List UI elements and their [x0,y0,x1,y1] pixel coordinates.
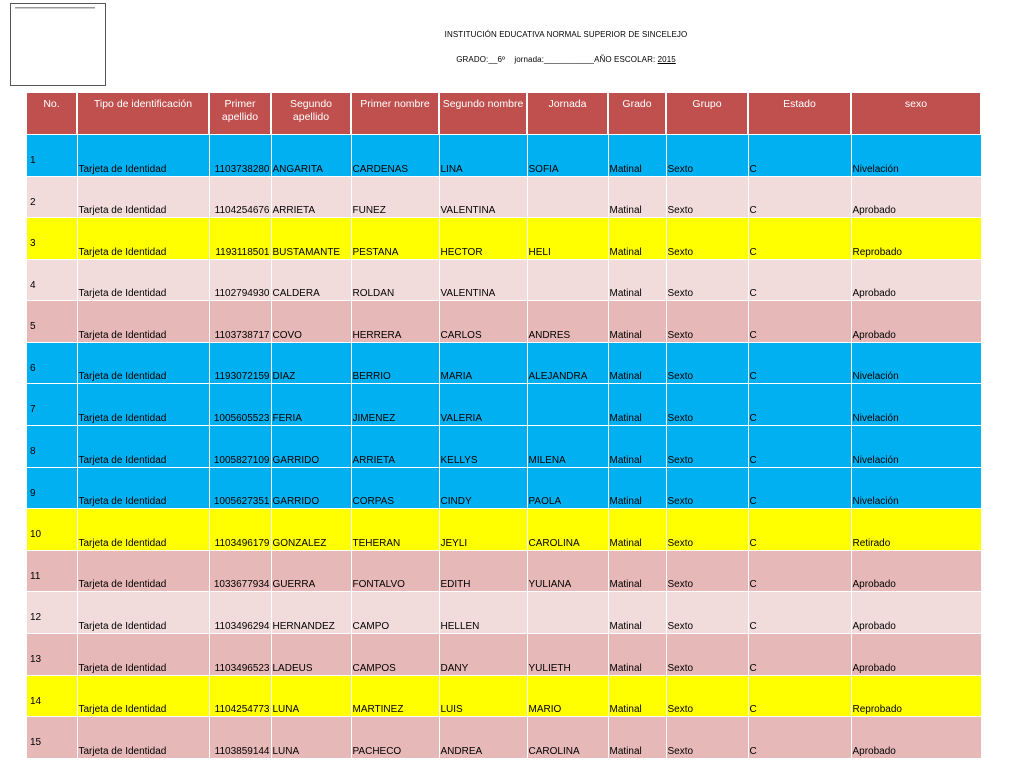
cell-grado: Sexto [666,384,748,426]
cell-estado: Nivelación [851,426,981,468]
cell-id: 1005627351 [209,467,271,509]
cell-estado: Retirado [851,509,981,551]
cell-segundo-nombre: ANDRES [527,301,608,343]
cell-jornada: Matinal [608,134,666,176]
cell-segundo-apellido: PESTANA [351,218,439,260]
cell-primer-nombre: VALERIA [439,384,527,426]
cell-estado: Reprobado [851,675,981,717]
cell-jornada: Matinal [608,384,666,426]
cell-segundo-apellido: PACHECO [351,717,439,759]
cell-no: 11 [27,550,77,592]
cell-primer-apellido: LUNA [271,675,351,717]
cell-segundo-apellido: ARRIETA [351,426,439,468]
cell-grupo: C [748,717,851,759]
cell-estado: Nivelación [851,384,981,426]
cell-primer-apellido: GARRIDO [271,467,351,509]
col-header-tipo: Tipo de identificación [77,93,209,134]
cell-no: 5 [27,301,77,343]
cell-no: 7 [27,384,77,426]
cell-primer-nombre: JEYLI [439,509,527,551]
cell-segundo-nombre: PAOLA [527,467,608,509]
table-row [27,675,981,717]
cell-jornada: Matinal [608,259,666,301]
cell-tipo: Tarjeta de Identidad [77,176,209,218]
cell-tipo: Tarjeta de Identidad [77,259,209,301]
cell-grado: Sexto [666,509,748,551]
cell-grupo: C [748,467,851,509]
cell-tipo: Tarjeta de Identidad [77,218,209,260]
cell-no: 2 [27,176,77,218]
cell-tipo: Tarjeta de Identidad [77,550,209,592]
cell-jornada: Matinal [608,509,666,551]
cell-estado: Aprobado [851,259,981,301]
cell-primer-nombre: HECTOR [439,218,527,260]
cell-segundo-nombre [527,592,608,634]
cell-tipo: Tarjeta de Identidad [77,301,209,343]
cell-id: 1102794930 [209,259,271,301]
cell-estado: Aprobado [851,176,981,218]
cell-segundo-nombre: CAROLINA [527,717,608,759]
cell-id: 1103859144 [209,717,271,759]
cell-primer-apellido: ANGARITA [271,134,351,176]
cell-primer-nombre: CINDY [439,467,527,509]
cell-jornada: Matinal [608,675,666,717]
table-row [27,467,981,509]
cell-grado: Sexto [666,342,748,384]
table-header-row [27,93,981,134]
cell-primer-apellido: LADEUS [271,634,351,676]
cell-id: 1103496179 [209,509,271,551]
table-row [27,550,981,592]
cell-segundo-nombre [527,259,608,301]
cell-jornada: Matinal [608,592,666,634]
cell-segundo-nombre: MARIO [527,675,608,717]
cell-grupo: C [748,675,851,717]
cell-grupo: C [748,218,851,260]
col-header-primer-apellido: Primer apellido [209,93,271,134]
cell-primer-nombre: KELLYS [439,426,527,468]
cell-primer-nombre: LINA [439,134,527,176]
table-row [27,509,981,551]
cell-no: 4 [27,259,77,301]
cell-tipo: Tarjeta de Identidad [77,592,209,634]
table-row [27,592,981,634]
cell-primer-apellido: GONZALEZ [271,509,351,551]
table-row [27,218,981,260]
cell-segundo-apellido: JIMENEZ [351,384,439,426]
cell-estado: Aprobado [851,634,981,676]
cell-estado: Aprobado [851,301,981,343]
cell-primer-nombre: MARIA [439,342,527,384]
cell-primer-apellido: CALDERA [271,259,351,301]
cell-estado: Aprobado [851,592,981,634]
cell-grupo: C [748,384,851,426]
cell-jornada: Matinal [608,550,666,592]
table-row [27,426,981,468]
cell-grupo: C [748,550,851,592]
cell-grado: Sexto [666,634,748,676]
logo-placeholder [10,3,106,86]
cell-primer-nombre: ANDREA [439,717,527,759]
cell-primer-nombre: CARLOS [439,301,527,343]
cell-jornada: Matinal [608,467,666,509]
cell-primer-apellido: GARRIDO [271,426,351,468]
cell-grado: Sexto [666,550,748,592]
cell-grado: Sexto [666,176,748,218]
cell-no: 9 [27,467,77,509]
cell-no: 8 [27,426,77,468]
cell-id: 1103496294 [209,592,271,634]
students-table [27,93,982,758]
cell-primer-nombre: DANY [439,634,527,676]
cell-grupo: C [748,426,851,468]
cell-segundo-apellido: BERRIO [351,342,439,384]
cell-tipo: Tarjeta de Identidad [77,342,209,384]
cell-segundo-apellido: FONTALVO [351,550,439,592]
cell-id: 1033677934 [209,550,271,592]
cell-grado: Sexto [666,717,748,759]
cell-primer-nombre: VALENTINA [439,259,527,301]
table-row [27,134,981,176]
table-row [27,384,981,426]
table-row [27,717,981,759]
cell-id: 1104254676 [209,176,271,218]
cell-tipo: Tarjeta de Identidad [77,509,209,551]
cell-estado: Nivelación [851,467,981,509]
cell-estado: Aprobado [851,717,981,759]
cell-grupo: C [748,176,851,218]
col-header-no: No. [27,93,77,134]
cell-grado: Sexto [666,467,748,509]
cell-segundo-apellido: CARDENAS [351,134,439,176]
cell-jornada: Matinal [608,301,666,343]
cell-segundo-apellido: HERRERA [351,301,439,343]
col-header-estado: Estado [748,93,851,134]
cell-tipo: Tarjeta de Identidad [77,717,209,759]
cell-segundo-nombre: ALEJANDRA [527,342,608,384]
table-row [27,259,981,301]
cell-grupo: C [748,301,851,343]
col-header-grado: Grado [608,93,666,134]
cell-id: 1103738717 [209,301,271,343]
cell-no: 12 [27,592,77,634]
cell-grupo: C [748,634,851,676]
cell-grupo: C [748,342,851,384]
cell-segundo-nombre: YULIETH [527,634,608,676]
cell-primer-apellido: DIAZ [271,342,351,384]
cell-no: 14 [27,675,77,717]
cell-segundo-nombre: SOFIA [527,134,608,176]
table-row [27,634,981,676]
cell-grado: Sexto [666,259,748,301]
table-row [27,342,981,384]
col-header-jornada: Jornada [527,93,608,134]
cell-no: 6 [27,342,77,384]
cell-segundo-apellido: CAMPO [351,592,439,634]
col-header-segundo-nombre: Segundo nombre [439,93,527,134]
cell-estado: Aprobado [851,550,981,592]
cell-primer-apellido: COVO [271,301,351,343]
cell-segundo-nombre: HELI [527,218,608,260]
cell-grupo: C [748,509,851,551]
grade-line [0,55,1024,64]
cell-jornada: Matinal [608,342,666,384]
cell-primer-apellido: BUSTAMANTE [271,218,351,260]
cell-no: 13 [27,634,77,676]
cell-segundo-nombre: YULIANA [527,550,608,592]
cell-segundo-nombre: MILENA [527,426,608,468]
cell-id: 1104254773 [209,675,271,717]
cell-no: 15 [27,717,77,759]
cell-no: 1 [27,134,77,176]
cell-id: 1005827109 [209,426,271,468]
cell-primer-nombre: LUIS [439,675,527,717]
col-header-grupo: Grupo [666,93,748,134]
col-header-primer-nombre: Primer nombre [351,93,439,134]
cell-grado: Sexto [666,301,748,343]
cell-jornada: Matinal [608,426,666,468]
cell-segundo-apellido: CORPAS [351,467,439,509]
cell-segundo-apellido: MARTINEZ [351,675,439,717]
cell-segundo-apellido: TEHERAN [351,509,439,551]
cell-segundo-apellido: FUNEZ [351,176,439,218]
institution-title: INSTITUCIÓN EDUCATIVA NORMAL SUPERIOR DE SINCELEJO [444,30,688,39]
cell-primer-apellido: ARRIETA [271,176,351,218]
cell-segundo-apellido: ROLDAN [351,259,439,301]
cell-tipo: Tarjeta de Identidad [77,134,209,176]
cell-no: 10 [27,509,77,551]
cell-grado: Sexto [666,592,748,634]
cell-primer-apellido: GUERRA [271,550,351,592]
col-header-segundo-apellido: Segundo apellido [271,93,351,134]
col-header-sexo: sexo [851,93,981,134]
cell-id: 1005605523 [209,384,271,426]
cell-segundo-nombre: CAROLINA [527,509,608,551]
cell-id: 1193072159 [209,342,271,384]
cell-id: 1193118501 [209,218,271,260]
cell-primer-nombre: VALENTINA [439,176,527,218]
cell-segundo-nombre [527,176,608,218]
cell-primer-nombre: HELLEN [439,592,527,634]
cell-jornada: Matinal [608,634,666,676]
table-row [27,301,981,343]
cell-tipo: Tarjeta de Identidad [77,384,209,426]
cell-grado: Sexto [666,218,748,260]
cell-grado: Sexto [666,675,748,717]
cell-segundo-nombre [527,384,608,426]
cell-no: 3 [27,218,77,260]
cell-grupo: C [748,592,851,634]
cell-grupo: C [748,259,851,301]
cell-segundo-apellido: CAMPOS [351,634,439,676]
cell-primer-apellido: LUNA [271,717,351,759]
logo-caption-line [15,7,95,9]
cell-estado: Nivelación [851,342,981,384]
cell-primer-apellido: FERIA [271,384,351,426]
cell-id: 1103738280 [209,134,271,176]
cell-jornada: Matinal [608,176,666,218]
cell-estado: Nivelación [851,134,981,176]
cell-grado: Sexto [666,134,748,176]
cell-jornada: Matinal [608,218,666,260]
cell-grupo: C [748,134,851,176]
grade-label: GRADO:__6º [456,55,506,64]
school-year: 2015 [657,55,676,64]
cell-jornada: Matinal [608,717,666,759]
jornada-label: jornada:___________AÑO ESCOLAR: [514,55,658,64]
cell-primer-apellido: HERNANDEZ [271,592,351,634]
cell-tipo: Tarjeta de Identidad [77,426,209,468]
cell-estado: Reprobado [851,218,981,260]
cell-tipo: Tarjeta de Identidad [77,634,209,676]
table-body [27,134,981,758]
table-row [27,176,981,218]
cell-grado: Sexto [666,426,748,468]
cell-id: 1103496523 [209,634,271,676]
cell-tipo: Tarjeta de Identidad [77,675,209,717]
cell-tipo: Tarjeta de Identidad [77,467,209,509]
cell-primer-nombre: EDITH [439,550,527,592]
